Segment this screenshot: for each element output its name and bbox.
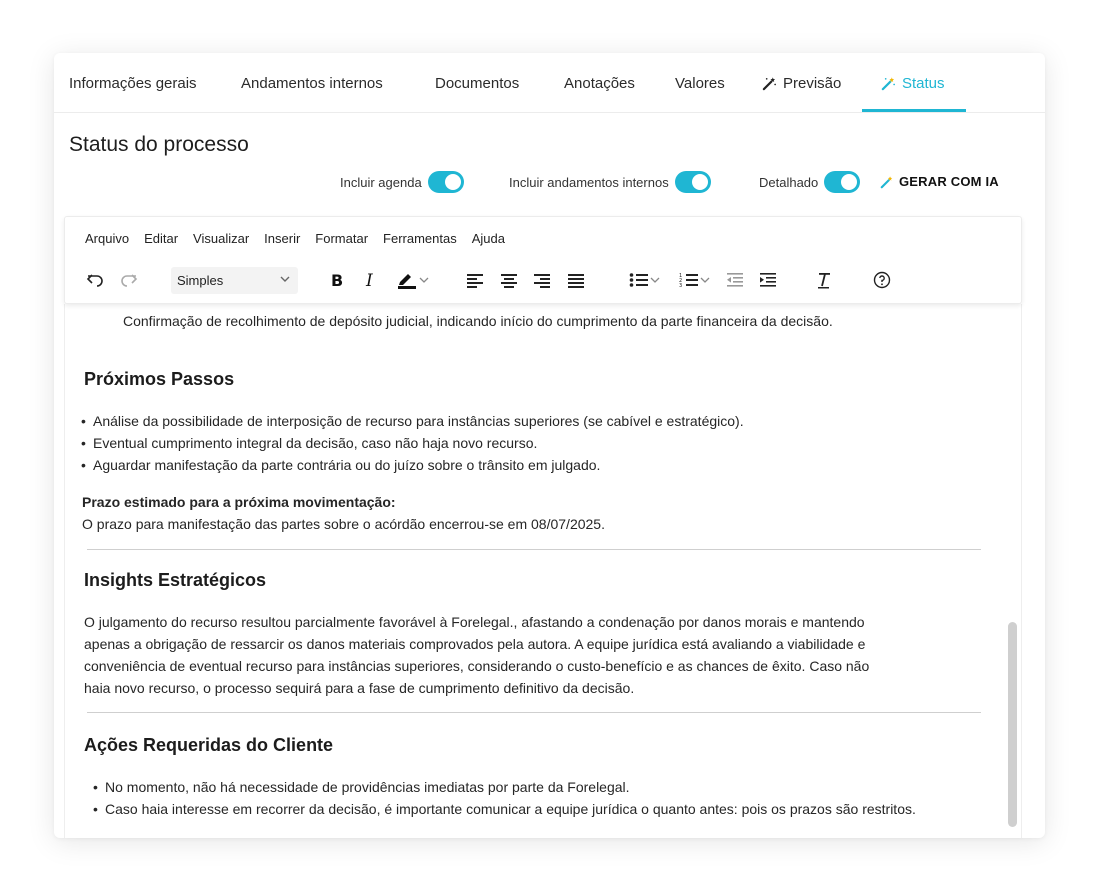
bold-button[interactable] — [325, 268, 349, 292]
bullet-list-icon — [629, 272, 649, 288]
heading-insights: Insights Estratégicos — [84, 570, 267, 590]
list-item: • No momento, não há necessidade de providências imediatas por parte da Forelegal. — [93, 776, 916, 798]
proximos-passos-list — [81, 410, 744, 476]
paragraph-line: conveniência de eventual recurso para instâncias superiores, considerando o custo-benefício e as chances de êxito. Caso não — [84, 658, 870, 674]
heading-acoes-requeridas: Ações Requeridas do Cliente — [84, 735, 334, 755]
bold-icon — [329, 272, 345, 288]
active-tab-indicator — [862, 109, 966, 112]
indent-icon — [759, 272, 777, 288]
tab-valores[interactable]: Valores — [675, 75, 725, 92]
tab-previsao[interactable]: Previsão — [762, 75, 841, 92]
process-card — [54, 53, 1045, 838]
numbered-list-button[interactable] — [673, 268, 717, 292]
align-left-icon — [466, 272, 484, 288]
tab-status[interactable]: Status — [881, 75, 945, 92]
align-justify-button[interactable] — [564, 268, 588, 292]
outdent-icon — [726, 272, 744, 288]
list-item: • Caso haia interesse em recorrer da decisão, é importante comunicar a equipe jurídica o quanto antes: pois os prazos são restritos. — [93, 798, 916, 820]
align-left-button[interactable] — [463, 268, 487, 292]
block-format-select[interactable]: Simples — [171, 267, 298, 294]
magic-wand-icon — [881, 76, 896, 91]
tab-informacoes-gerais[interactable]: Informações gerais — [69, 75, 197, 92]
align-right-button[interactable] — [530, 268, 554, 292]
magic-wand-icon — [880, 175, 894, 189]
prazo-label: Prazo estimado para a próxima movimentação: — [82, 494, 396, 510]
tab-andamentos-internos[interactable]: Andamentos internos — [241, 75, 383, 92]
chevron-down-icon — [699, 274, 711, 286]
help-icon — [873, 271, 891, 289]
svg-text:I: I — [366, 272, 373, 288]
divider — [87, 712, 981, 713]
page-title: Status do processo — [69, 133, 249, 156]
align-center-button[interactable] — [497, 268, 521, 292]
menu-ajuda[interactable]: Ajuda — [471, 231, 505, 246]
list-item: • Eventual cumprimento integral da decisão, caso não haja novo recurso. — [81, 432, 744, 454]
divider — [87, 549, 981, 550]
menu-inserir[interactable]: Inserir — [264, 231, 301, 246]
acoes-list — [93, 776, 916, 820]
svg-text:B: B — [331, 272, 344, 288]
insights-paragraph — [84, 611, 964, 699]
svg-text:1: 1 — [679, 273, 683, 279]
magic-wand-icon — [762, 76, 777, 91]
top-line: Confirmação de recolhimento de depósito judicial, indicando início do cumprimento da parte financeira da decisão. — [123, 313, 833, 329]
paragraph-line: O julgamento do recurso resultou parcialmente favorável à Forelegal., afastando a condenação por danos morais e mantendo — [84, 614, 865, 630]
clear-format-icon — [815, 271, 833, 289]
paragraph-line: apenas a obrigação de ressarcir os danos materiais comprovados pela autora. A equipe jurídica está avaliando a viabilidade e — [84, 636, 866, 652]
menu-editar[interactable]: Editar — [144, 231, 179, 246]
redo-icon — [119, 270, 139, 290]
numbered-list-icon — [679, 272, 699, 288]
toggle-incluir-andamentos — [509, 170, 711, 194]
prazo-text: O prazo para manifestação das partes sobre o acórdão encerrou-se em 08/07/2025. — [82, 516, 605, 532]
menu-formatar[interactable]: Formatar — [315, 231, 369, 246]
align-right-icon — [533, 272, 551, 288]
list-item: • Aguardar manifestação da parte contrária ou do juízo sobre o trânsito em julgado. — [81, 454, 744, 476]
redo-button[interactable] — [117, 268, 141, 292]
outdent-button[interactable] — [723, 268, 747, 292]
italic-icon — [362, 272, 378, 288]
tab-bar — [54, 53, 1045, 113]
incluir-agenda-switch[interactable] — [428, 171, 464, 193]
menu-visualizar[interactable]: Visualizar — [193, 231, 250, 246]
toggle-label: Detalhado — [759, 174, 819, 190]
toggle-label: Incluir agenda — [340, 174, 422, 190]
menu-arquivo[interactable]: Arquivo — [85, 231, 130, 246]
toggle-label: Incluir andamentos internos — [509, 174, 669, 190]
content-scrollbar[interactable] — [1008, 622, 1017, 827]
highlight-button[interactable] — [391, 268, 435, 292]
gerar-com-ia-button[interactable]: GERAR COM IA — [880, 174, 999, 189]
tab-anotacoes[interactable]: Anotações — [564, 75, 635, 92]
tab-documentos[interactable]: Documentos — [435, 75, 520, 92]
align-justify-icon — [567, 272, 585, 288]
undo-icon — [85, 270, 105, 290]
italic-button[interactable] — [358, 268, 382, 292]
indent-button[interactable] — [756, 268, 780, 292]
toggle-incluir-agenda — [340, 170, 464, 194]
bullet-list-button[interactable] — [623, 268, 667, 292]
list-item: • Análise da possibilidade de interposição de recurso para instâncias superiores (se cabível e estratégico). — [81, 410, 744, 432]
align-center-icon — [500, 272, 518, 288]
svg-text:3: 3 — [679, 283, 683, 288]
editor-menubar — [85, 231, 520, 246]
help-button[interactable] — [870, 268, 894, 292]
editor-toolbar — [64, 216, 1022, 304]
detalhado-switch[interactable] — [824, 171, 860, 193]
editor-content[interactable] — [64, 304, 1022, 838]
heading-proximos-passos: Próximos Passos — [84, 369, 235, 389]
chevron-down-icon — [278, 272, 292, 286]
chevron-down-icon — [418, 274, 430, 286]
svg-text:2: 2 — [679, 278, 683, 284]
menu-ferramentas[interactable]: Ferramentas — [383, 231, 457, 246]
highlight-icon — [396, 270, 418, 290]
chevron-down-icon — [649, 274, 661, 286]
clear-format-button[interactable] — [812, 268, 836, 292]
undo-button[interactable] — [83, 268, 107, 292]
incluir-andamentos-switch[interactable] — [675, 171, 711, 193]
paragraph-line: haia novo recurso, o processo sequirá para a fase de cumprimento definitivo da decisão. — [84, 680, 635, 696]
toggle-detalhado — [759, 170, 860, 194]
